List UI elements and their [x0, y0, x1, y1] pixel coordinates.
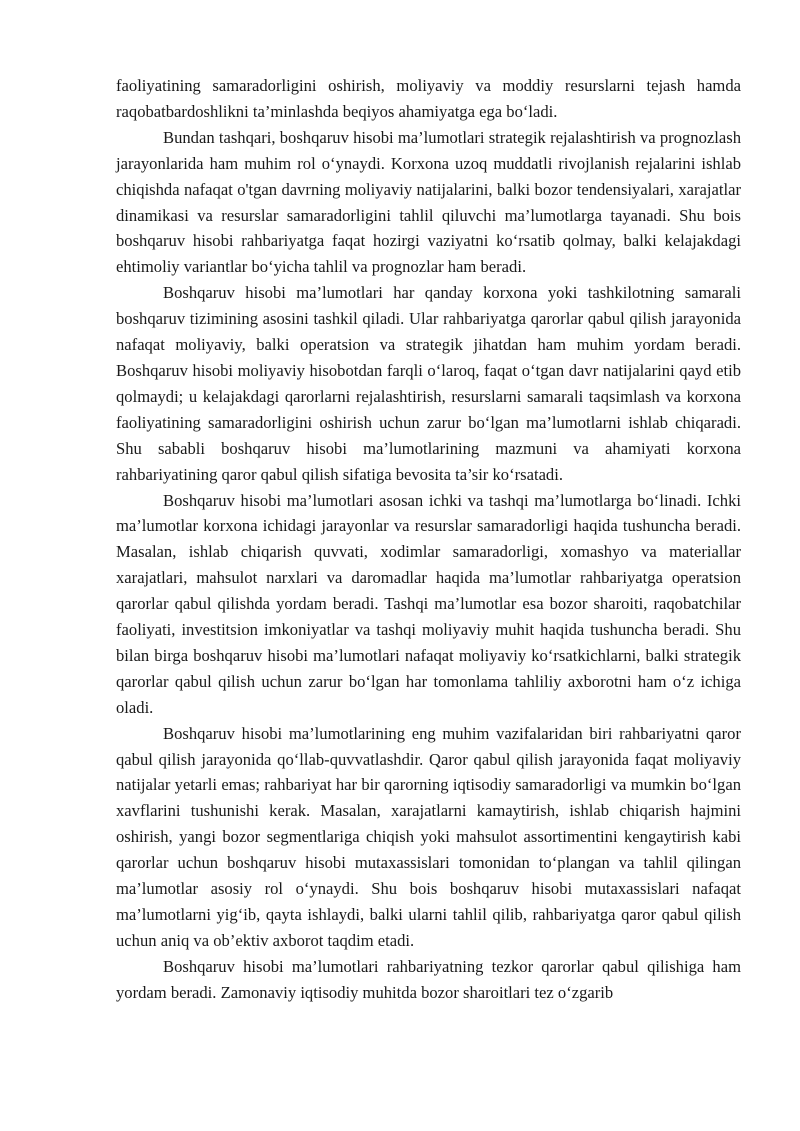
paragraph-strategic-planning: Bundan tashqari, boshqaruv hisobi ma’lumotlari strategik rejalashtirish va prognozlash jarayonlarida ham muhim rol o‘ynaydi. Korxona uzoq muddatli rivojlanish rejalarini ishlab chiqishda nafaqat o'tgan davrning moliyaviy natijalarini, balki bozor tendensiyalari, xarajatlar dinamikasi va resurslar samaradorligini tahlil qiluvchi ma’lumotlarga tayanadi. Shu bois boshqaruv hisobi rahbariyatga faqat hozirgi vaziyatni ko‘rsatib qolmay, balki kelajakdagi ehtimoliy variantlar bo‘yicha tahlil va prognozlar ham beradi.: [116, 127, 741, 277]
paragraph-internal-external-data: Boshqaruv hisobi ma’lumotlari asosan ichki va tashqi ma’lumotlarga bo‘linadi. Ichki ma’lumotlar korxona ichidagi jarayonlar va resurslar samaradorligi haqida tushuncha beradi. Masalan, ishlab chiqarish quvvati, xodimlar samaradorligi, xomashyo va materiallar xarajatlari, mahsulot narxlari va daromadlar haqida ma’lumotlar rahbariyatga operatsion qarorlar qabul qilishda yordam beradi. Tashqi ma’lumotlar esa bozor sharoiti, raqobatchilar faoliyati, investitsion imkoniyatlar va tashqi moliyaviy muhit haqida tushuncha beradi. Shu bilan birga boshqaruv hisobi ma’lumotlari nafaqat moliyaviy ko‘rsatkichlarni, balki strategik qarorlar qabul qilish uchun zarur bo‘lgan har tomonlama tahliliy axborotni ham o‘z ichiga oladi.: [116, 490, 741, 717]
paragraph-decision-support: Boshqaruv hisobi ma’lumotlarining eng muhim vazifalaridan biri rahbariyatni qaror qabul qilish jarayonida qo‘llab-quvvatlashdir. Qaror qabul qilish jarayonida faqat moliyaviy natijalar yetarli emas; rahbariyat har bir qarorning iqtisodiy samaradorligi va mumkin bo‘lgan xavflarini tushunishi kerak. Masalan, xarajatlarni kamaytirish, ishlab chiqarish hajmini oshirish, yangi bozor segmentlariga chiqish yoki mahsulot assortimentini kengaytirish kabi qarorlar uchun boshqaruv hisobi mutaxassislari tomonidan to‘plangan va tahlil qilingan ma’lumotlar asosiy rol o‘ynaydi. Shu bois boshqaruv hisobi mutaxassislari nafaqat ma’lumotlarni yig‘ib, qayta ishlaydi, balki ularni tahlil qilib, rahbariyatga qaror qabul qilish uchun aniq va ob’ektiv axborot taqdim etadi.: [116, 723, 741, 950]
document-page: [116, 73, 741, 1006]
paragraph-management-system: Boshqaruv hisobi ma’lumotlari har qanday korxona yoki tashkilotning samarali boshqaruv tizimining asosini tashkil qiladi. Ular rahbariyatga qarorlar qabul qilish jarayonida nafaqat moliyaviy, balki operatsion va strategik jihatdan ham muhim yordam beradi. Boshqaruv hisobi moliyaviy hisobotdan farqli o‘laroq, faqat o‘tgan davr natijalarini qayd etib qolmaydi; u kelajakdagi qarorlarni rejalashtirish, resurslarni samarali taqsimlash va korxona faoliyatining samaradorligini oshirish uchun zarur bo‘lgan ma’lumotlarni ishlab chiqaradi. Shu sababli boshqaruv hisobi ma’lumotlarining mazmuni va ahamiyati korxona rahbariyatining qaror qabul qilish sifatiga bevosita ta’sir ko‘rsatadi.: [116, 283, 741, 484]
paragraph-continuation: faoliyatining samaradorligini oshirish, moliyaviy va moddiy resurslarni tejash hamda raqobatbardoshlikni ta’minlashda beqiyos ahamiyatga ega bo‘ladi.: [116, 76, 741, 121]
paragraph-quick-decisions: Boshqaruv hisobi ma’lumotlari rahbariyatning tezkor qarorlar qabul qilishiga ham yordam beradi. Zamonaviy iqtisodiy muhitda bozor sharoitlari tez o‘zgarib: [116, 956, 741, 1002]
